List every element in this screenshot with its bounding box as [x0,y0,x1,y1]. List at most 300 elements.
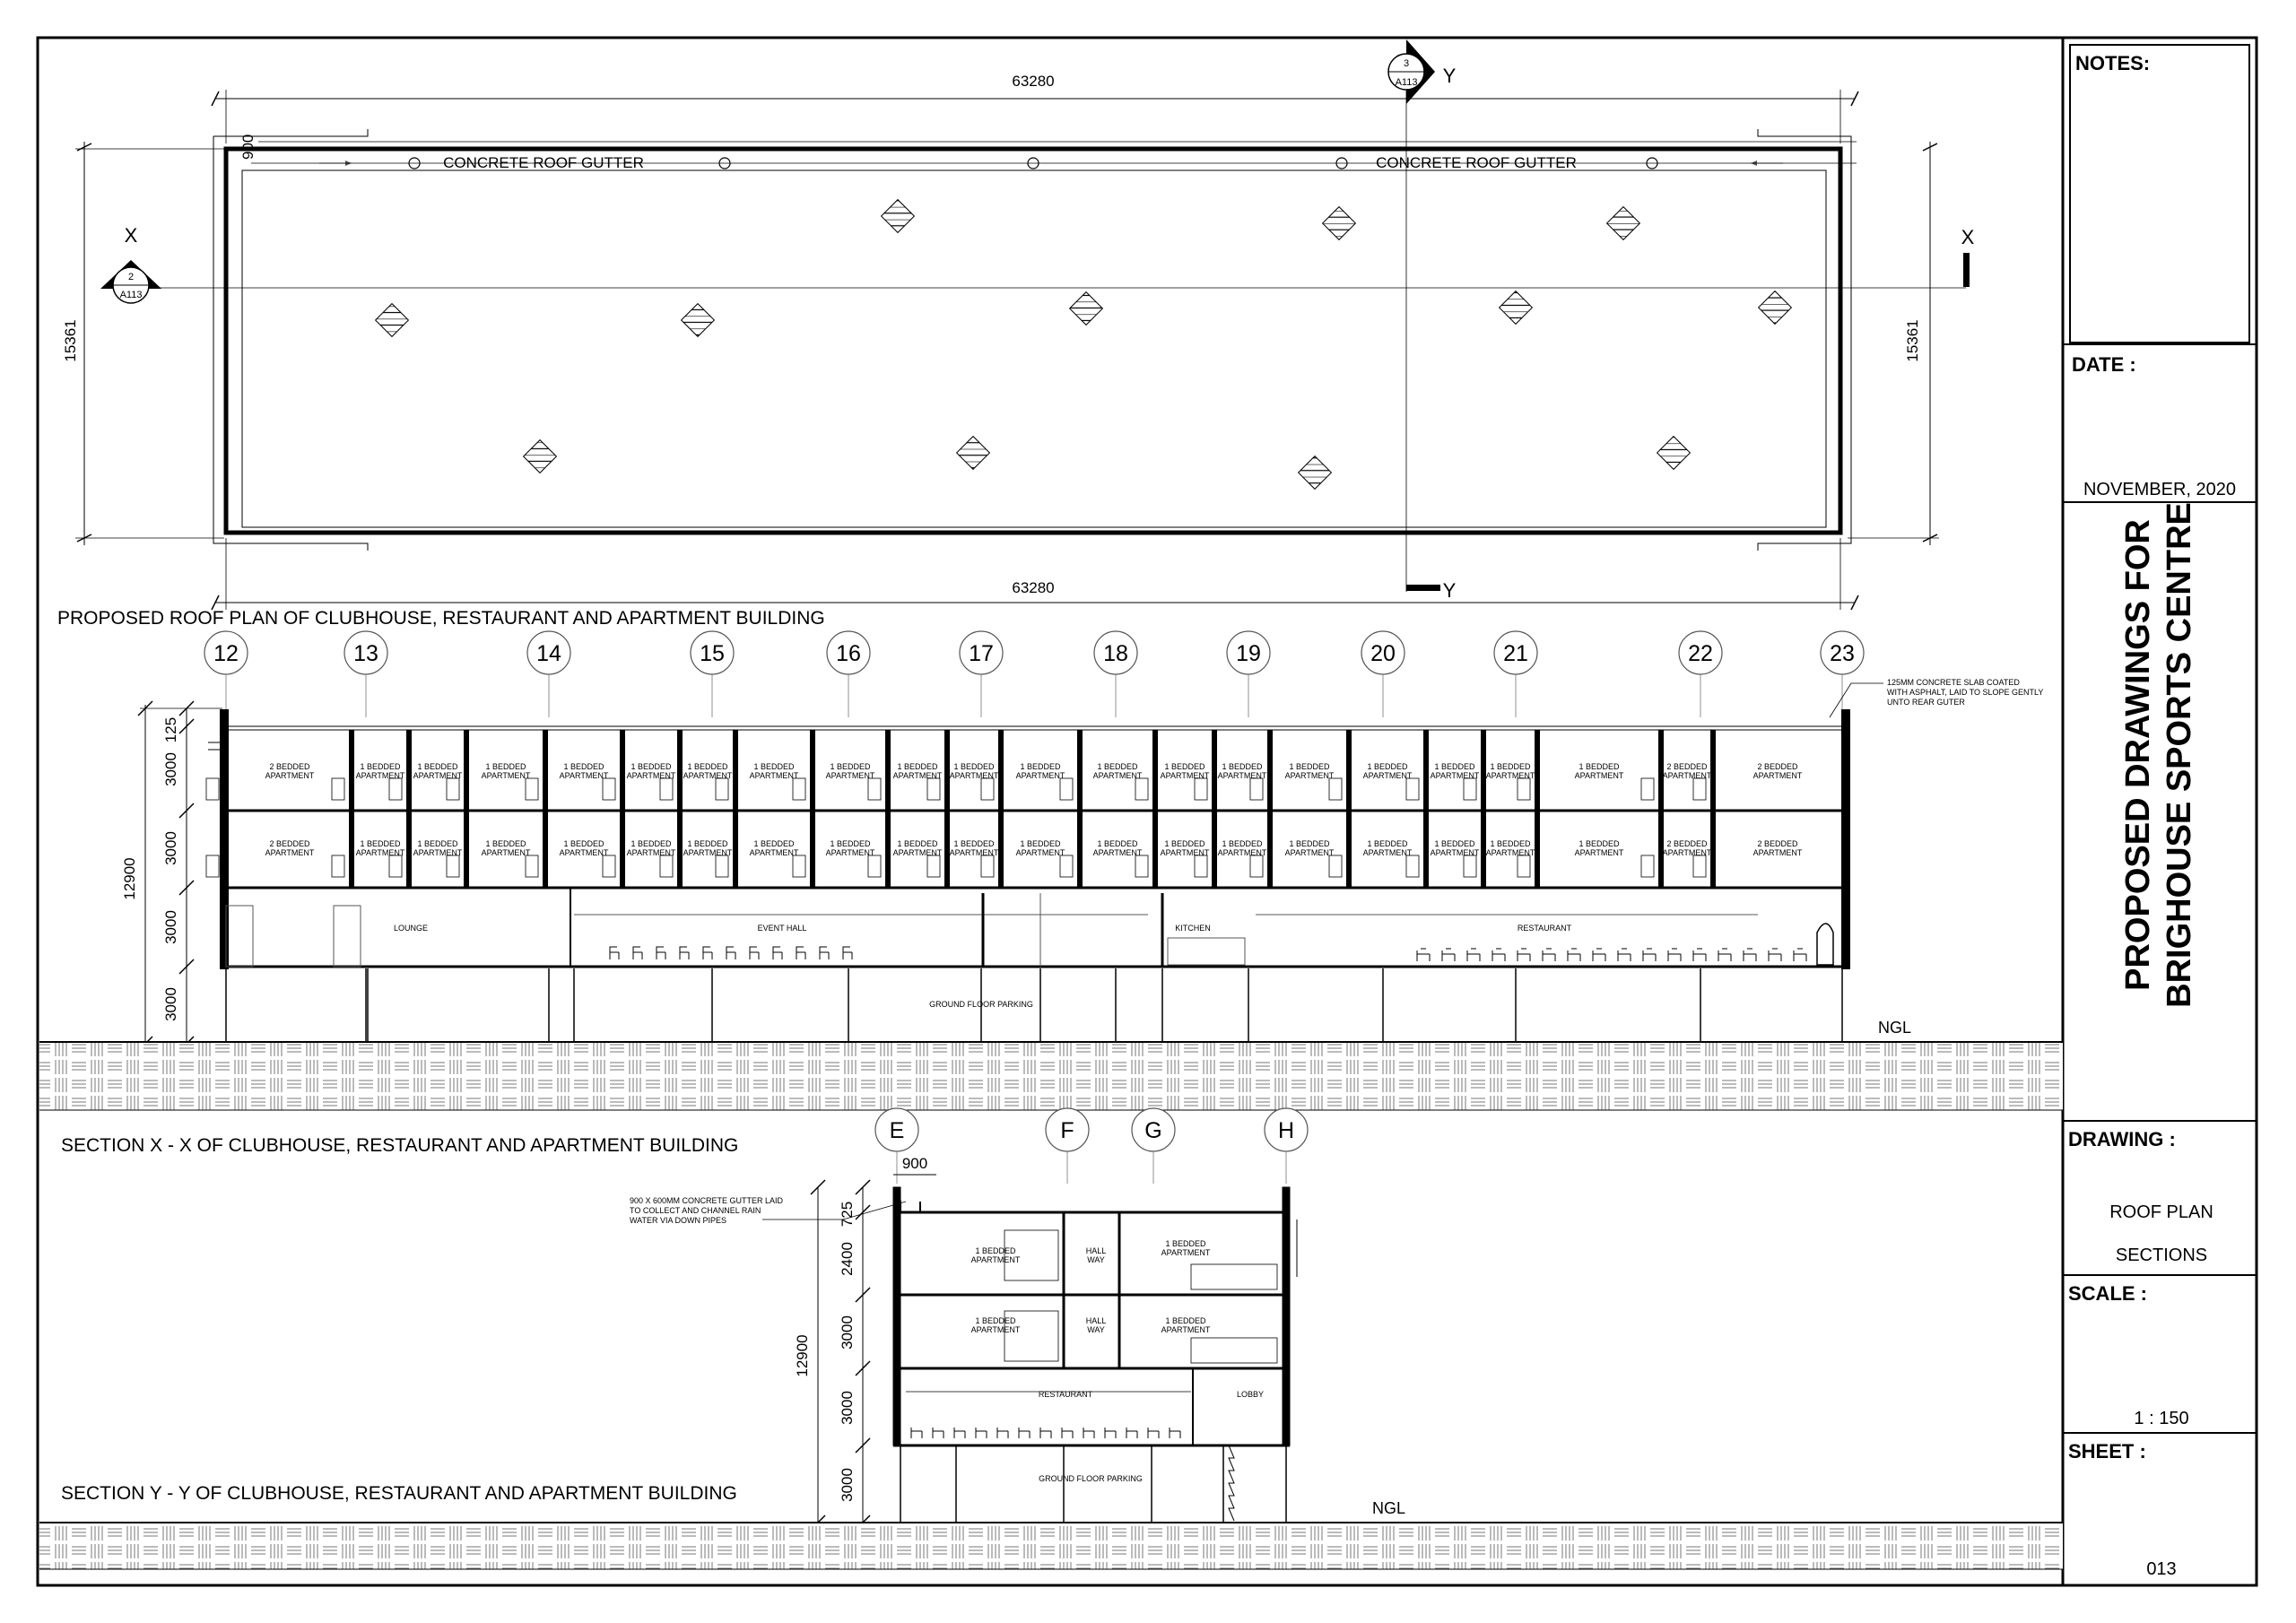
apartment-label: APARTMENT [1284,848,1335,857]
chair [1693,949,1706,961]
apartment-label: 1 BEDDED [1578,839,1620,848]
sheet-value: 013 [2146,1559,2177,1579]
apartment-label: 1 BEDDED [360,839,401,848]
grid-label: 14 [536,641,561,666]
apartment-wall [1267,730,1273,888]
title-block [2063,45,2257,1579]
chair [680,947,689,959]
fixture [1406,855,1419,877]
apartment-label: 1 BEDDED [485,839,526,848]
grid-label: 12 [213,641,239,666]
notes-box [2070,45,2249,343]
apartment-label: APARTMENT [683,771,733,780]
apartment-label: 1 BEDDED [631,762,672,771]
dim-total: 12900 [121,857,138,900]
apartment-label: 1 BEDDED [1097,839,1138,848]
chair [1040,1428,1051,1438]
ngl-label-y: NGL [1372,1499,1406,1517]
note-gutter-1: 900 X 600MM CONCRETE GUTTER LAID [630,1196,784,1205]
note-gutter-2: TO COLLECT AND CHANNEL RAIN [630,1206,761,1215]
apartment-label: APARTMENT [1430,848,1480,857]
room-y-4b: APARTMENT [1161,1325,1211,1334]
apartment-label: 1 BEDDED [1578,762,1620,771]
chair [976,1428,987,1438]
section-y-caption: SECTION Y - Y OF CLUBHOUSE, RESTAURANT AND APARTMENT BUILDING [61,1483,737,1504]
apartment-label: APARTMENT [1217,771,1267,780]
chair [633,947,642,959]
chair [911,1428,922,1438]
fixture [332,778,344,800]
dim-left: 15361 [62,319,79,362]
dim-parapet: 125 [162,716,179,743]
apartment-wall [1346,730,1352,888]
dim-right: 15361 [1904,319,1921,362]
chair [1518,949,1530,961]
chair [1618,949,1631,961]
apartment-wall [1077,730,1083,888]
chair [843,947,852,959]
chair [997,1428,1008,1438]
drawing-label: DRAWING : [2068,1128,2176,1150]
apartment-label: APARTMENT [949,848,999,857]
apartment-label: 1 BEDDED [563,839,604,848]
chair [1794,949,1806,961]
section-x-end-marker [1963,253,1970,287]
fixture [206,855,219,877]
apartment-label: APARTMENT [949,771,999,780]
fixture [447,855,459,877]
chair [1492,949,1505,961]
chair [1568,949,1580,961]
section-y-letter: Y [1442,65,1457,87]
grid-label: 22 [1688,641,1713,666]
dim-bottom: 63280 [1012,579,1055,596]
project-title-line-1: PROPOSED DRAWINGS FOR [2119,519,2157,991]
room-y-4a: 1 BEDDED [1165,1316,1206,1325]
dim-y-floor-1: 3000 [839,1391,856,1425]
chair [796,947,805,959]
apartment-label: 2 BEDDED [269,762,310,771]
apartment-wall [810,730,815,888]
apartment-wall [677,730,683,888]
grid-label: 18 [1103,641,1128,666]
fixture [716,855,728,877]
apartment-label: 1 BEDDED [1434,839,1475,848]
fixture [981,855,994,877]
fixture [389,855,402,877]
fixture [1518,778,1530,800]
dim-y-parapet: 725 [839,1201,856,1228]
apartment-wall [1710,730,1716,888]
parking-y-label: GROUND FLOOR PARKING [1039,1474,1143,1483]
apartment-wall [1152,730,1158,888]
apartment-label: 2 BEDDED [269,839,310,848]
apartment-wall [733,730,738,888]
chair [657,947,665,959]
fixture [1329,855,1342,877]
grid-label: 13 [353,641,378,666]
chair [773,947,782,959]
apartment-wall [885,730,891,888]
apartment-label: APARTMENT [1430,771,1480,780]
fixture [1135,778,1148,800]
apartment-label: 1 BEDDED [1434,762,1475,771]
chair [1105,1428,1116,1438]
apartment-label: 1 BEDDED [1490,839,1531,848]
fixture [1060,855,1073,877]
apartment-label: APARTMENT [1284,771,1335,780]
grid-label: E [889,1118,905,1143]
fixture [1195,855,1207,877]
apartment-label: APARTMENT [1015,848,1065,857]
apartment-label: APARTMENT [1160,848,1210,857]
apartment-label: 1 BEDDED [953,839,995,848]
apartment-wall [349,730,354,888]
drawing-value-1: ROOF PLAN [2109,1202,2213,1222]
chair [1718,949,1731,961]
apartment-label: APARTMENT [265,848,315,857]
chair [1019,1428,1030,1438]
grid-label: 19 [1236,641,1261,666]
dim-y-gutter: 900 [901,1155,928,1172]
apartment-label: APARTMENT [1662,771,1712,780]
gutter-label-left: CONCRETE ROOF GUTTER [443,154,644,171]
apartment-label: APARTMENT [1362,771,1413,780]
dim-top: 63280 [1012,73,1055,90]
fixture [332,855,344,877]
apartment-label: 1 BEDDED [753,839,795,848]
fixture [389,778,402,800]
room-y-2a: 1 BEDDED [1165,1239,1206,1248]
apartment-label: 1 BEDDED [563,762,604,771]
grid-markers-y [875,1108,1308,1184]
fixture [1250,855,1263,877]
chair [1170,1428,1180,1438]
section-y [39,1108,2063,1569]
scale-value: 1 : 150 [2134,1409,2189,1428]
chair [750,947,759,959]
apartment-label: APARTMENT [265,771,315,780]
restaurant-chairs-y [911,1428,1180,1438]
apartment-label: 2 BEDDED [1666,762,1708,771]
apartment-label: 1 BEDDED [1490,762,1531,771]
apartment-label: APARTMENT [892,848,943,857]
note-gutter-3: WATER VIA DOWN PIPES [630,1216,727,1225]
apartment-label: 1 BEDDED [687,839,728,848]
fixture [447,778,459,800]
dim-floor-3: 3000 [162,752,179,786]
fixture [1329,778,1342,800]
roof-vent [882,200,915,233]
fixture [1641,778,1654,800]
apartment-label: APARTMENT [683,848,733,857]
apartment-label: 1 BEDDED [1164,762,1205,771]
apartment-wall [1658,730,1664,888]
apartment-label: APARTMENT [892,771,943,780]
section-x-letter: X [124,224,138,247]
apartment-wall [1423,730,1429,888]
apartment-label: 1 BEDDED [631,839,672,848]
apartment-label: 1 BEDDED [753,762,795,771]
apartment-label: APARTMENT [1574,771,1624,780]
apartment-label: 1 BEDDED [687,762,728,771]
fixture [1693,855,1706,877]
fixture [981,778,994,800]
chair [726,947,735,959]
apartment-label: APARTMENT [481,848,531,857]
apartment-label: 1 BEDDED [485,762,526,771]
apartment-label: APARTMENT [559,771,609,780]
apartment-label: APARTMENT [749,771,799,780]
apartment-wall [406,730,412,888]
apartment-label: 1 BEDDED [1097,762,1138,771]
fixture [206,778,219,800]
apartment-label: 1 BEDDED [1289,839,1330,848]
ground-band [39,1042,2063,1110]
chair [1643,949,1656,961]
note-slab-2: WITH ASPHALT, LAID TO SLOPE GENTLY [1887,688,2044,697]
apartment-label: APARTMENT [749,848,799,857]
fixture [1518,855,1530,877]
apartment-wall [1481,730,1486,888]
chair [1668,949,1681,961]
grid-label: 23 [1830,641,1855,666]
dim-y-total: 12900 [794,1334,811,1377]
chair [610,947,619,959]
section-y-bottom-letter: Y [1442,579,1457,602]
chair [1148,1428,1159,1438]
chair [1769,949,1781,961]
chair [1744,949,1756,961]
fixture [1195,778,1207,800]
hall-y-1b: WAY [1087,1255,1105,1264]
apartment-label: APARTMENT [1015,771,1065,780]
fixture [793,778,805,800]
lounge-label: LOUNGE [393,924,429,933]
apartment-label: APARTMENT [1574,848,1624,857]
roof-vent [376,304,409,337]
dim-y-floor-0: 3000 [839,1468,856,1502]
apartment-label: APARTMENT [1362,848,1413,857]
hall-y-1a: HALL [1085,1246,1107,1255]
chair [820,947,829,959]
chair [1126,1428,1137,1438]
chair [1417,949,1430,961]
restaurant-label: RESTAURANT [1517,924,1572,933]
apartment-wall [543,730,548,888]
room-y-2b: APARTMENT [1161,1248,1211,1257]
apartment-label: 1 BEDDED [1367,839,1408,848]
dim-floor-1: 3000 [162,910,179,944]
roof-vent [1657,437,1691,470]
roof-vent [682,304,715,337]
apartment-label: APARTMENT [825,848,875,857]
apartment-label: 1 BEDDED [897,839,938,848]
apartment-label: 1 BEDDED [1020,839,1061,848]
fixture [1135,855,1148,877]
chair [933,1428,944,1438]
apartment-label: APARTMENT [626,848,676,857]
fixture [603,778,615,800]
fixture [716,778,728,800]
ground-band-y [39,1523,2063,1569]
grid-label: 16 [836,641,861,666]
section-y-end-marker [1406,585,1440,591]
section-x-num: 2 [127,272,135,282]
apartment-label: 2 BEDDED [1757,762,1798,771]
grid-label: 20 [1370,641,1396,666]
apartment-wall [944,730,950,888]
section-x-ref: A113 [119,290,143,300]
apartment-label: APARTMENT [1217,848,1267,857]
apartment-label: APARTMENT [481,771,531,780]
apartment-label: APARTMENT [1092,771,1143,780]
apartment-label: APARTMENT [355,771,405,780]
note-slab-3: UNTO REAR GUTER [1887,698,1965,707]
roof-vent [957,437,990,470]
fixture [1250,778,1263,800]
fixture [868,855,881,877]
dim-gutter: 900 [239,134,257,160]
fixture [1464,855,1476,877]
roof-plan [57,39,1975,629]
roof-vent [1607,207,1640,240]
apartment-label: APARTMENT [413,771,463,780]
dim-y-floor-2: 3000 [839,1315,856,1350]
roof-plan-caption: PROPOSED ROOF PLAN OF CLUBHOUSE, RESTAURANT AND APARTMENT BUILDING [57,608,825,629]
chair [1442,949,1455,961]
room-y-3b: APARTMENT [970,1325,1021,1334]
apartment-wall [1535,730,1540,888]
apartment-walls [206,730,1716,888]
fixture [927,855,940,877]
grid-label: 17 [969,641,994,666]
roof-vent [524,440,557,473]
apartment-label: 2 BEDDED [1666,839,1708,848]
chair [1083,1428,1094,1438]
apartment-label: 1 BEDDED [1289,762,1330,771]
apartment-label: APARTMENT [626,771,676,780]
apartment-label: APARTMENT [1485,771,1535,780]
room-y-1b: APARTMENT [970,1255,1021,1264]
apartment-label: 1 BEDDED [417,762,458,771]
chair [1062,1428,1073,1438]
parking-label: GROUND FLOOR PARKING [929,1000,1033,1009]
fixture [1060,778,1073,800]
drawing-value-2: SECTIONS [2115,1245,2208,1265]
apartment-label: APARTMENT [355,848,405,857]
date-label: DATE : [2072,353,2136,376]
apartment-label: 1 BEDDED [1222,762,1263,771]
apartment-label: APARTMENT [559,848,609,857]
ground-floor-cabinet [1817,924,1833,965]
sheet-label: SHEET : [2068,1440,2146,1462]
apartment-label: 2 BEDDED [1757,839,1798,848]
apartment-label: APARTMENT [1092,848,1143,857]
roof-vents [376,200,1792,490]
restaurant-chairs [610,947,1806,961]
grid-label: G [1144,1118,1162,1143]
apartment-label: APARTMENT [1662,848,1712,857]
apartment-wall [464,730,469,888]
gutter-label-right: CONCRETE ROOF GUTTER [1376,154,1577,171]
ngl-label-x: NGL [1878,1019,1912,1037]
lobby-y-label: LOBBY [1236,1390,1265,1399]
fixture [927,778,940,800]
roof-vent [1500,291,1533,325]
apartment-label: 1 BEDDED [830,839,871,848]
chair [1543,949,1555,961]
apartment-label: APARTMENT [1752,848,1803,857]
dim-floor-0: 3000 [162,987,179,1021]
apartment-label: 1 BEDDED [897,762,938,771]
roof-vent [1323,207,1356,240]
apartment-label: APARTMENT [1485,848,1535,857]
apartment-label: 1 BEDDED [1020,762,1061,771]
date-value: NOVEMBER, 2020 [2083,480,2237,499]
apartment-label: APARTMENT [413,848,463,857]
apartment-label: 1 BEDDED [830,762,871,771]
project-title-line-2: BRIGHOUSE SPORTS CENTRE [2161,502,2198,1008]
apartment-label: 1 BEDDED [1222,839,1263,848]
scale-label: SCALE : [2068,1282,2147,1305]
grid-label: H [1277,1118,1295,1143]
fixture [1641,855,1654,877]
fixture [603,855,615,877]
apartment-label: 1 BEDDED [1164,839,1205,848]
restaurant-y-label: RESTAURANT [1038,1390,1093,1399]
fixture [1406,778,1419,800]
roof-outline [226,149,1840,533]
apartment-label: APARTMENT [1160,771,1210,780]
roof-vent [1299,456,1332,490]
fixture [1464,778,1476,800]
chair [954,1428,965,1438]
section-y-num: 3 [1403,58,1410,69]
apartment-label: APARTMENT [825,771,875,780]
fixture [793,855,805,877]
apartment-label: 1 BEDDED [1367,762,1408,771]
event-hall-label: EVENT HALL [757,924,807,933]
roof-vent [1759,291,1792,325]
room-y-3a: 1 BEDDED [975,1316,1016,1325]
dim-floor-2: 3000 [162,831,179,865]
chair [1593,949,1605,961]
room-y-1a: 1 BEDDED [975,1246,1016,1255]
chair [703,947,712,959]
grid-markers [204,631,1864,717]
kitchen-label: KITCHEN [1175,924,1211,933]
apartment-label: 1 BEDDED [417,839,458,848]
roof-vent [1070,292,1103,325]
grid-label: F [1060,1118,1074,1143]
section-x-right-letter: X [1961,226,1975,248]
parking-columns [226,968,1842,1042]
fixture [526,778,538,800]
dim-y-floor-3: 2400 [839,1242,856,1276]
fixture [1693,778,1706,800]
notes-label: NOTES: [2075,52,2151,74]
roof-gutter-inner [242,170,1826,527]
fixture [526,855,538,877]
hall-y-2a: HALL [1085,1316,1107,1325]
fixture [660,855,673,877]
apartment-wall [998,730,1004,888]
fixture [868,778,881,800]
hall-y-2b: WAY [1087,1325,1105,1334]
grid-label: 21 [1503,641,1528,666]
apartment-label: APARTMENT [1752,771,1803,780]
